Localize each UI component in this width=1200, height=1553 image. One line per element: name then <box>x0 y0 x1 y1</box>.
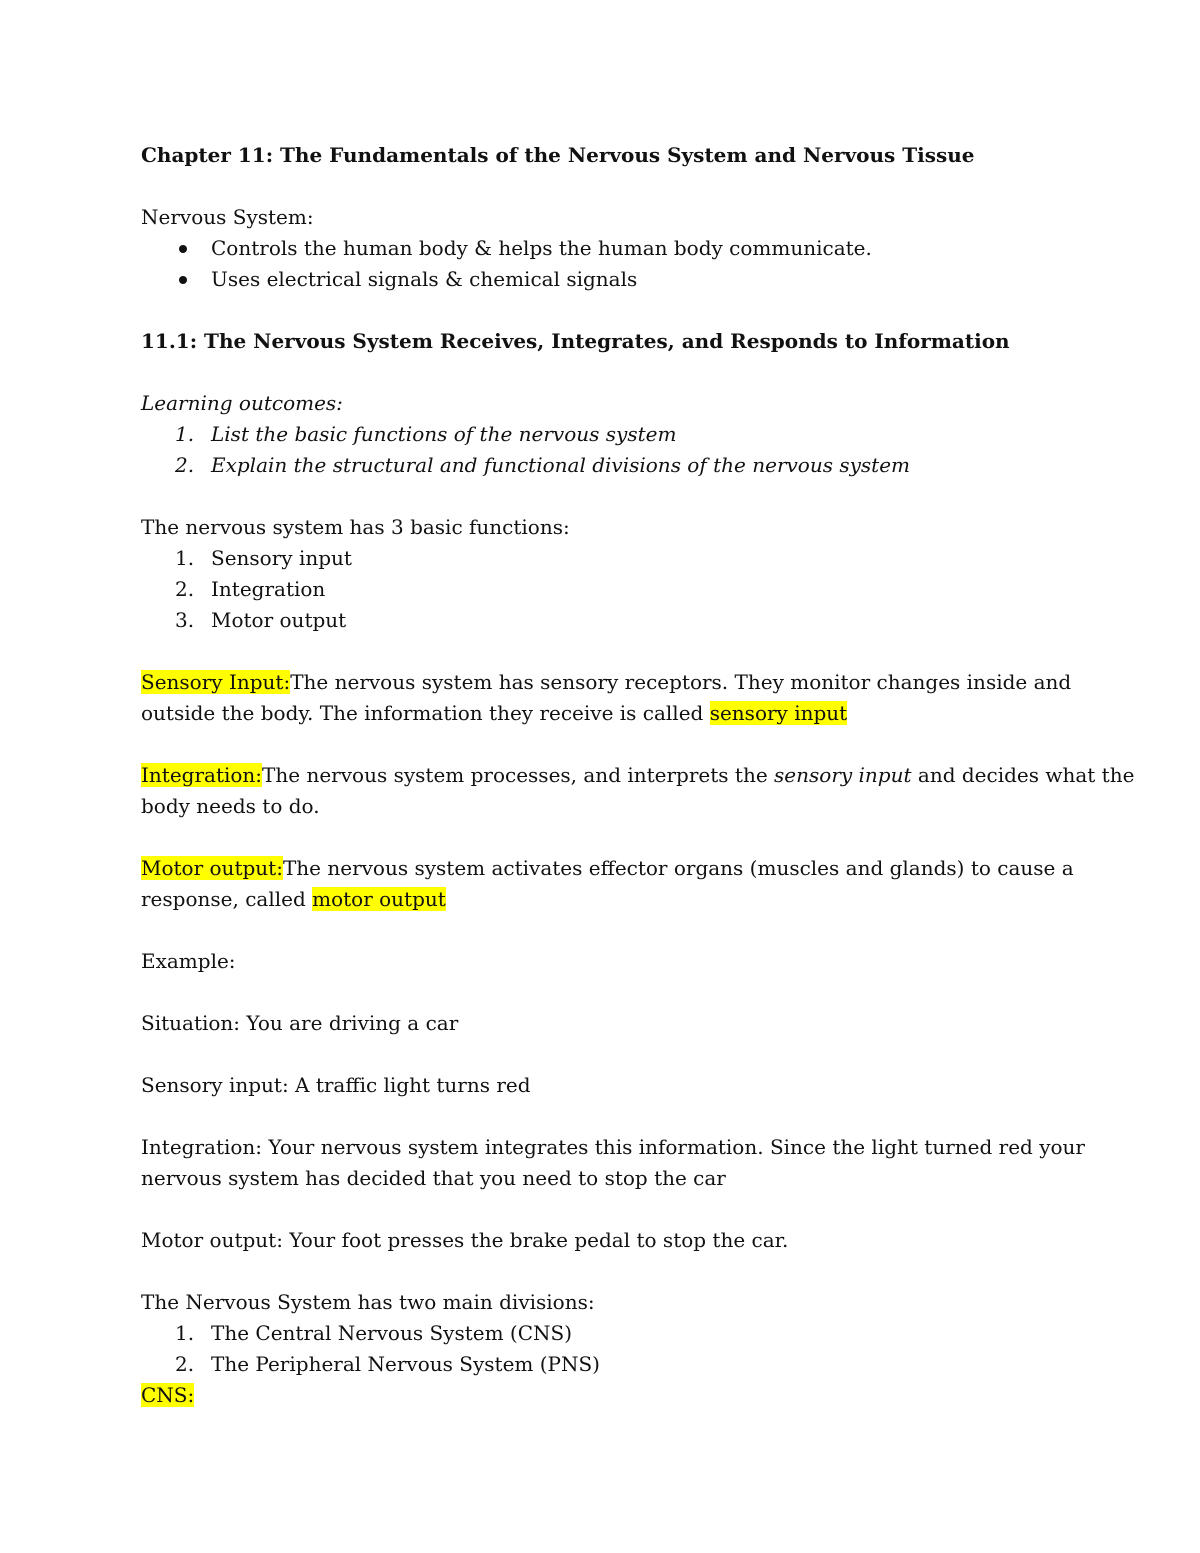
integration-text: and decides what the <box>911 763 1135 787</box>
integration-term: Integration: <box>141 763 263 787</box>
list-number: 1. <box>175 422 195 446</box>
functions-intro: The nervous system has 3 basic functions: <box>141 515 570 539</box>
spacer <box>141 357 1061 388</box>
spacer <box>141 1039 1061 1070</box>
list-number: 1. <box>175 1321 195 1345</box>
outcome-text: Explain the structural and functional divisions of the nervous system <box>211 453 911 477</box>
bullet-item <box>141 264 1061 295</box>
list-number: 3. <box>175 608 195 632</box>
sensory-paragraph-line <box>141 698 1061 729</box>
outcome-text: List the basic functions of the nervous system <box>211 422 677 446</box>
outcome-item <box>141 419 1061 450</box>
sensory-term: Sensory Input: <box>141 670 291 694</box>
bullet-icon <box>179 276 187 284</box>
example-motor: Motor output: Your foot presses the brake pedal to stop the car. <box>141 1228 789 1252</box>
function-text: Motor output <box>211 608 347 632</box>
function-item <box>141 543 1061 574</box>
spacer <box>141 295 1061 326</box>
document-page <box>141 140 1135 1411</box>
function-item <box>141 605 1061 636</box>
list-number: 2. <box>175 1352 195 1376</box>
sensory-highlight: sensory input <box>709 701 848 725</box>
example-integration: Integration: Your nervous system integrates this information. Since the light turned red your <box>141 1135 1085 1159</box>
motor-paragraph-line <box>141 884 1061 915</box>
outcome-item <box>141 450 1061 481</box>
list-number: 1. <box>175 546 195 570</box>
sensory-paragraph-line <box>141 667 1072 698</box>
spacer <box>141 729 1061 760</box>
motor-term: Motor output: <box>141 856 283 880</box>
page-title: Chapter 11: The Fundamentals of the Nervous System and Nervous Tissue <box>141 143 975 167</box>
integration-paragraph-line <box>141 760 1135 791</box>
integration-italic: sensory input <box>774 763 912 787</box>
spacer <box>141 481 1061 512</box>
spacer <box>141 822 1061 853</box>
example-sensory: Sensory input: A traffic light turns red <box>141 1073 531 1097</box>
spacer <box>141 171 1061 202</box>
division-text: The Central Nervous System (CNS) <box>211 1321 573 1345</box>
list-number: 2. <box>175 453 195 477</box>
bullet-item <box>141 233 1061 264</box>
motor-text: response, called <box>141 887 313 911</box>
integration-paragraph-line: body needs to do. <box>141 794 320 818</box>
sensory-text: The nervous system has sensory receptors. They monitor changes inside and <box>290 670 1072 694</box>
spacer <box>141 1256 1061 1287</box>
spacer <box>141 1194 1061 1225</box>
bullet-text: Uses electrical signals & chemical signals <box>211 267 638 291</box>
function-item <box>141 574 1061 605</box>
spacer <box>141 1101 1061 1132</box>
example-situation: Situation: You are driving a car <box>141 1011 459 1035</box>
function-text: Integration <box>211 577 326 601</box>
motor-paragraph-line <box>141 853 1074 884</box>
example-label: Example: <box>141 949 236 973</box>
nervous-system-heading: Nervous System: <box>141 205 314 229</box>
divisions-intro: The Nervous System has two main divisions: <box>141 1290 595 1314</box>
spacer <box>141 977 1061 1008</box>
spacer <box>141 915 1061 946</box>
bullet-text: Controls the human body & helps the human body communicate. <box>211 236 872 260</box>
motor-highlight: motor output <box>312 887 446 911</box>
function-text: Sensory input <box>211 546 352 570</box>
learning-outcomes-label: Learning outcomes: <box>141 391 343 415</box>
cns-label: CNS: <box>141 1383 195 1407</box>
sensory-text: outside the body. The information they receive is called <box>141 701 710 725</box>
spacer <box>141 636 1061 667</box>
bullet-icon <box>179 245 187 253</box>
section-heading: 11.1: The Nervous System Receives, Integrates, and Responds to Information <box>141 329 1010 353</box>
division-item <box>141 1349 1061 1380</box>
division-text: The Peripheral Nervous System (PNS) <box>211 1352 600 1376</box>
list-number: 2. <box>175 577 195 601</box>
division-item <box>141 1318 1061 1349</box>
example-integration: nervous system has decided that you need to stop the car <box>141 1166 726 1190</box>
cns-line <box>141 1380 1061 1411</box>
integration-text: The nervous system processes, and interprets the <box>262 763 775 787</box>
motor-text: The nervous system activates effector organs (muscles and glands) to cause a <box>282 856 1074 880</box>
